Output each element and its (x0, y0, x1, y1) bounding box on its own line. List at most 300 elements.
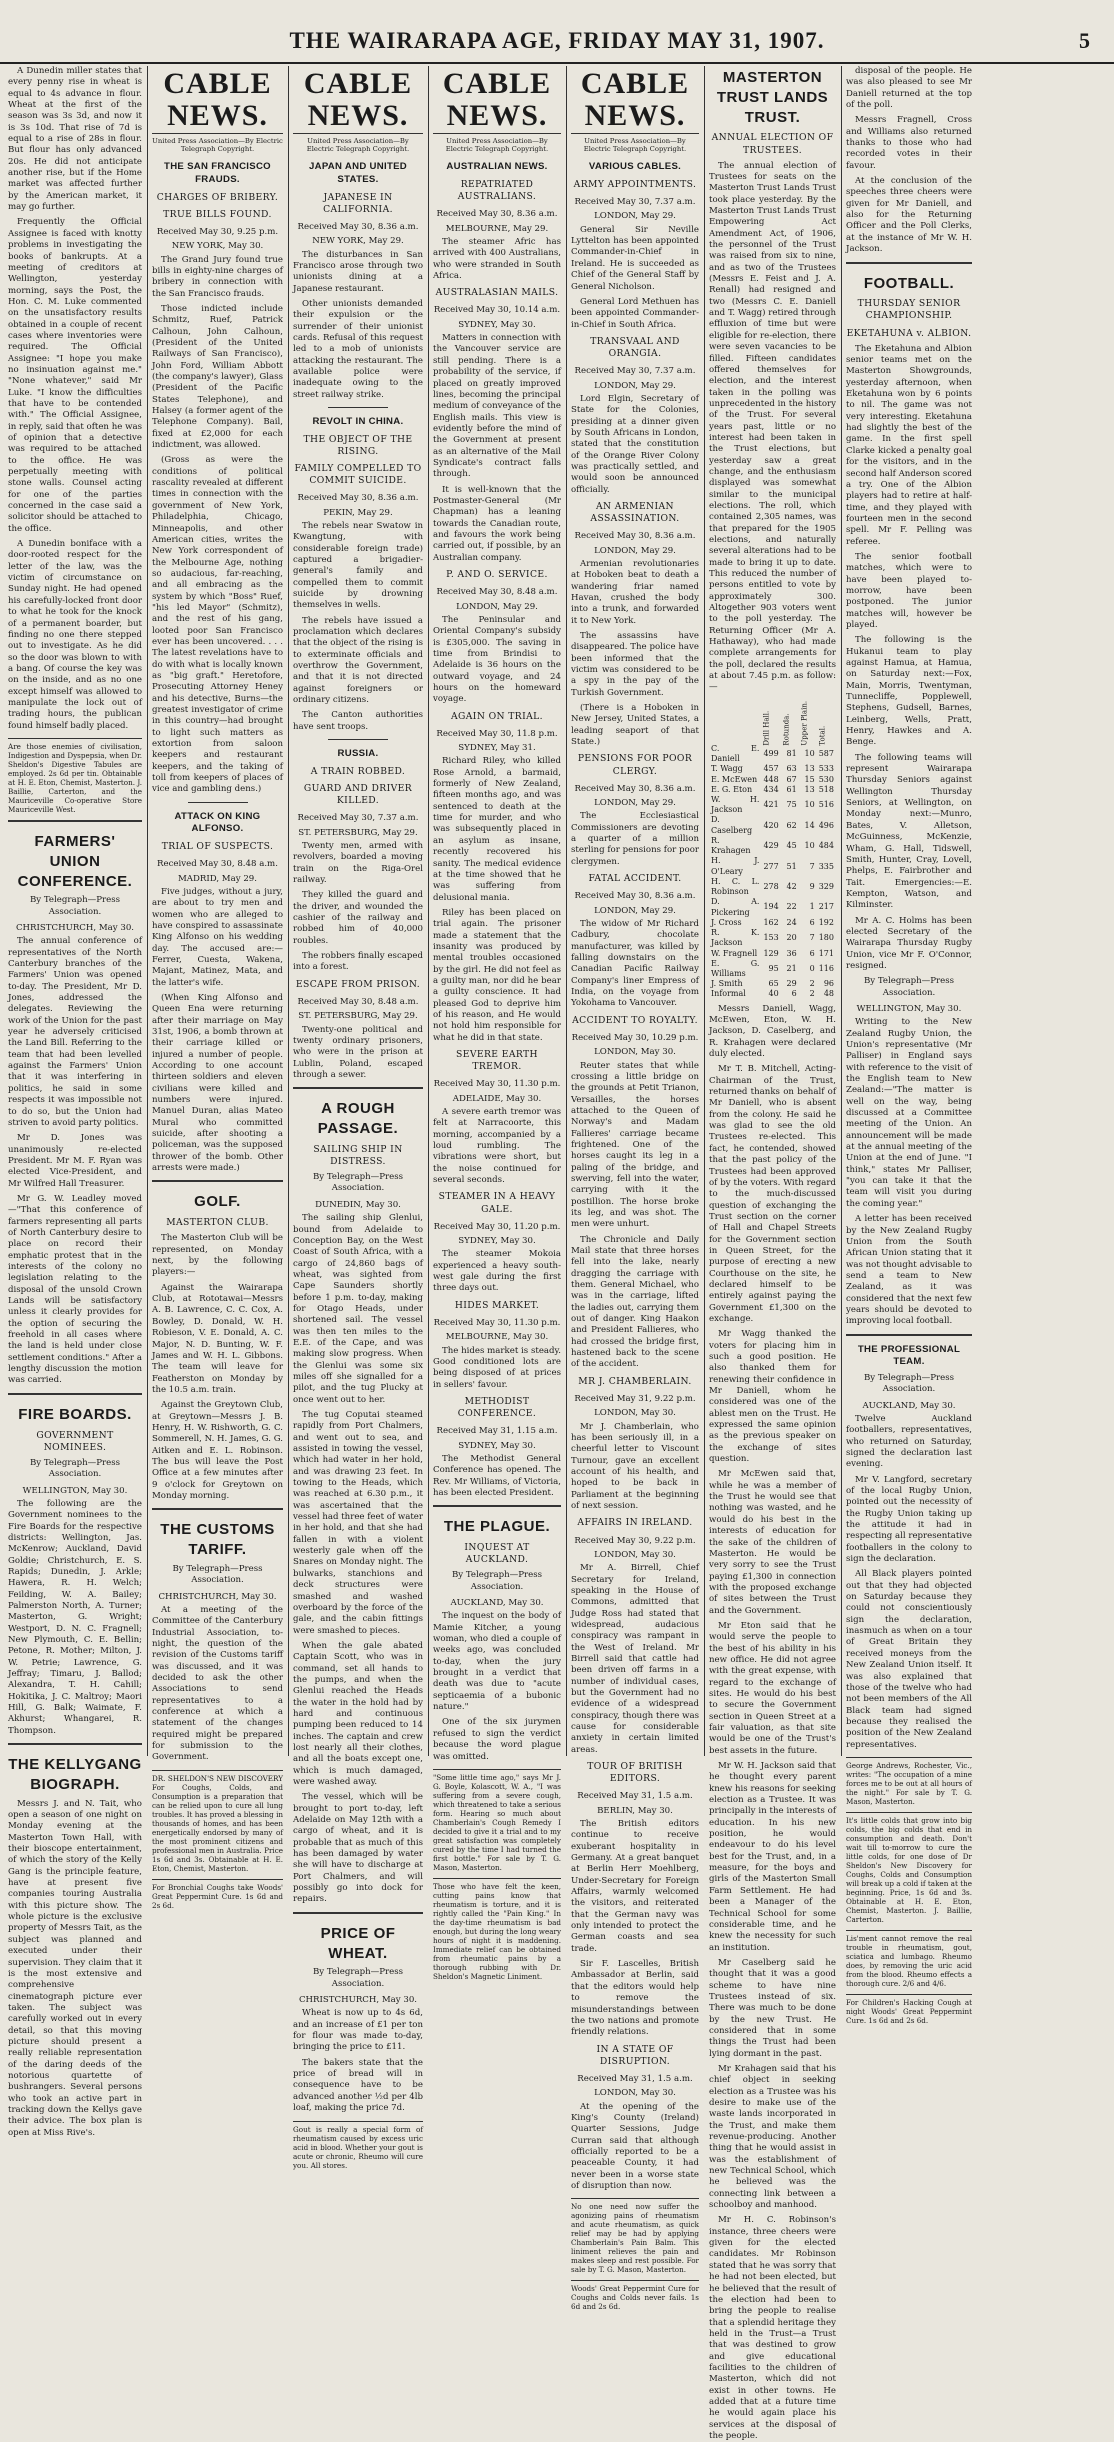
subheadline: TRUE BILLS FOUND. (163, 208, 272, 220)
subheadline: REPATRIATED AUSTRALIANS. (457, 178, 537, 203)
subheadline: ARMY APPOINTMENTS. (573, 178, 697, 190)
poll-rotunda: 67 (786, 774, 797, 784)
dateline: AUCKLAND, May 30. (450, 1598, 544, 1609)
poll-drill-hall: 457 (763, 764, 779, 774)
subheadline: GOVERNMENT NOMINEES. (36, 1429, 114, 1453)
dateline: LONDON, May 29. (594, 798, 676, 809)
article-paragraph: Wheat is now up to 4s 6d, and an increase of £1 per ton for flour was made to-day, bringing the price to £11. (293, 2008, 423, 2053)
byline: By Telegraph—Press Association. (863, 1372, 955, 1395)
poll-drill-hall: 65 (768, 979, 779, 989)
dateline: SYDNEY, May 30. (458, 1236, 536, 1247)
article-paragraph: Twenty men, armed with revolvers, boarded a moving train on the Riga-Orel railway. (293, 840, 423, 885)
article-paragraph: Twenty-one political and twenty ordinary prisoners, who were in the prison at Lublin, Poland, escaped through a sewer. (293, 1024, 423, 1080)
poll-drill-hall: 129 (763, 948, 779, 958)
poll-candidate: W. H. Jackson (711, 795, 760, 815)
received-line: Received May 30, 8.48 a.m. (436, 587, 558, 598)
article-paragraph: (Gross as were the conditions of political rascality revealed at different times in connection with the government of New York, Philadelphia, Chicago, Minneapolis, and other American cities, writes the New York correspondent of the Melbourne Age, nothing so audacious, far-reaching, and all embracing as the system by which "Boss" Ruef, "his led Mayor" (Schmitz), and the rest of his gang, looted poor San Francisco ever has been uncovered. . . . The latest revelations have to do with what is locally known as "big graft." Heretofore, Prosecuting Attorney Heney and his detective, Burns—the greatest investigator of crime in this country—had brought to light such matters as extortion from saloon keepers and restaurant keepers, and the taking of toll from keepers of places of vice and gambling dens.) (152, 455, 283, 795)
poll-drill-hall: 429 (763, 841, 779, 851)
poll-candidate: D. A. Pickering (711, 897, 760, 917)
poll-row (709, 897, 836, 917)
received-line: Received May 31, 9.22 p.m. (574, 1393, 696, 1404)
divider (293, 1912, 423, 1914)
column-rule (147, 66, 148, 1756)
subheadline: HIDES MARKET. (454, 1299, 540, 1311)
article-paragraph: The Canton authorities have sent troops. (293, 710, 423, 732)
subheadline: AGAIN ON TRIAL. (450, 710, 544, 722)
poll-candidate: R. Krahagen (711, 835, 751, 856)
article-paragraph: Mr T. B. Mitchell, Acting-Chairman of the Trust, returned thanks on behalf of Mr Daniell, who is absent from the colony. He said he was glad to see the old Trustees re-elected. This fact, he contended, showed that the past policy of the Trustees had been approved of by the voters. With regard to the much-discussed question of exchanging the Trust section on the corner of Hall and Chapel Streets for the Government section in Queen Street, for the purpose of erecting a new Courthouse on the site, he declared himself to be entirely against paying the Government £1,300 on the exchange. (709, 1064, 836, 1324)
poll-rotunda: 62 (786, 820, 797, 830)
divider (8, 1743, 142, 1745)
article-paragraph: Mr H. C. Robinson's instance, three cheers were given for the elected candidates. Mr Robinson stated that he was sorry that he had not been elected, but he believed that the result of the election had been to bring the people to realise that a splendid heritage they held in the Trust—a Trust that was destined to grow and give educational facilities to the children of Masterton, which did not exist in other towns. He added that at a future time he would again place his services at the disposal of the people. (709, 2215, 836, 2441)
article-paragraph: Messrs Fragnell, Cross and Williams also returned thanks to those who had recorded votes in their favour. (846, 115, 972, 171)
poll-row (709, 989, 836, 999)
advertisement: For Bronchial Coughs take Woods' Great Peppermint Cure. 1s 6d and 2s 6d. (152, 1879, 283, 1910)
article-paragraph: Mr V. Langford, secretary of the local Rugby Union, pointed out the necessity of the Rugby Union taking up the attitude it had in respecting all representative footballers in the colony to sign the declaration. (846, 1474, 972, 1565)
poll-row (709, 918, 836, 928)
article-paragraph: Frequently the Official Assignee is faced with knotty problems in investigating the books of bankrupts. At a meeting of creditors at Wellington, yesterday morning, says the Post, the Hon. C. M. Luke commented on the unsatisfactory results obtained in a couple of recent cases where inventories were required. The Official Assignee: "I hope you make no insinuation against me." "None whatever," said Mr Luke. "I know the difficulties that have to be contended with." The Official Assignee, in reply, said that often he was of opinion that a detective was required to be attached to the office. He was perpetually meeting with stone walls. Counsel acting for one of the parties concerned in the case said a solicitor should be attached to the office. (8, 217, 142, 534)
article-paragraph: Writing to the New Zealand Rugby Union, the Union's representative (Mr Palliser) in England says with reference to the visit of the English team to New Zealand:—"The matter is well on the way, being discussed at a Committee meeting of the Union. An announcement will be made at the annual meeting of the Union at the end of June. "I think," states Mr Palliser, "you can take it that the team will visit you during the coming year." (846, 1017, 972, 1209)
dateline: AUCKLAND, May 30. (862, 1400, 956, 1411)
article-paragraph: When the gale abated Captain Scott, who was in command, set all hands to the pumps, and when the Glenlui reached the Heads the water in the hold had by hard and continuous pumping been reduced to 14 inches. The captain and crew lost nearly all their clothes, and all the boats except one, which is much damaged, were washed away. (293, 1640, 423, 1787)
section-header-cable-news: CABLE NEWS. (152, 68, 283, 134)
dateline: LONDON, May 29. (594, 380, 676, 391)
subheadline: PENSIONS FOR POOR CLERGY. (577, 753, 693, 777)
received-line: Received May 30, 11.8 p.m. (436, 728, 558, 739)
column-1 (8, 66, 142, 2138)
poll-rotunda: 29 (786, 979, 797, 989)
subheadline: METHODIST CONFERENCE. (457, 1395, 537, 1420)
poll-drill-hall: 162 (763, 917, 779, 927)
poll-drill-hall: 277 (763, 861, 779, 871)
divider (152, 1508, 283, 1510)
article-paragraph: The sailing ship Glenlui, bound from Adelaide to Conception Bay, on the West Coast of South Africa, with a cargo of 24,860 bags of wheat, was sighted from Cape Saunders shortly before 1 p.m. to-day, making for Otago Heads, under shortened sail. The vessel was then ten miles to the E.E. of the Cape, and was making slow progress. When the Glenlui was some six miles off she signalled for a pilot, and the tug Plucky at once went out to her. (293, 1213, 423, 1405)
poll-total: 518 (818, 784, 834, 794)
divider (328, 407, 388, 408)
poll-header: Drill Hall. (762, 710, 771, 746)
poll-upper-plain: 13 (804, 764, 815, 774)
poll-row (709, 877, 836, 897)
poll-drill-hall: 420 (763, 820, 779, 830)
poll-row (709, 815, 836, 835)
received-line: Received May 30, 8.36 a.m. (436, 209, 558, 220)
received-line: Received May 30, 11.20 p.m. (433, 1221, 561, 1232)
article-paragraph: The hides market is steady. Good conditioned lots are being disposed of at prices in sellers' favour. (433, 1345, 561, 1390)
subheadline: FATAL ACCIDENT. (588, 873, 682, 885)
poll-upper-plain: 7 (809, 861, 815, 871)
article-paragraph: The annual conference of representatives of the North Canterbury branches of the Farmers' Union was opened to-day. The President, Mr D. Jones, addressed the delegates. Reviewing the work of the Union for the past year he adversely criticised the Land Bill. Referring to the team that had been levelled against the Farmers' Union that it was interfering in politics, he said in some respects it was impossible not to do so, but the Union had striven to avoid party politics. (8, 936, 142, 1128)
headline-rough-passage: A ROUGH PASSAGE. (317, 1100, 399, 1138)
advertisement: For Children's Hacking Cough at night Woods' Great Peppermint Cure. 1s 6d and 2s 6d. (846, 1994, 972, 2025)
column-5 (571, 66, 699, 2312)
article-paragraph: Sir F. Lascelles, British Ambassador at Berlin, said that the editors would help to remove the misunderstandings between the two nations and promote friendly relations. (571, 1959, 699, 2038)
article-paragraph: Mr D. Jones was unanimously re-elected President. Mr M. F. Ryan was elected Vice-President, and Mr Wilfred Hall Treasurer. (8, 1133, 142, 1189)
received-line: Received May 30, 10.29 p.m. (571, 1032, 699, 1043)
poll-total: 484 (818, 841, 834, 851)
poll-rotunda: 81 (786, 748, 797, 758)
article-paragraph: Lord Elgin, Secretary of State for the Colonies, presiding at a dinner given by South Africans in London, stated that the constitution of the Orange River Colony was practically settled, and would soon be announced officially. (571, 393, 699, 495)
poll-rotunda: 36 (786, 948, 797, 958)
poll-drill-hall: 448 (763, 774, 779, 784)
poll-row (709, 764, 836, 774)
subheadline: JAPANESE IN CALIFORNIA. (323, 191, 393, 215)
divider (152, 1180, 283, 1182)
dateline: ST. PETERSBURG, May 29. (298, 827, 418, 838)
dateline: MELBOURNE, May 30. (445, 1332, 549, 1343)
dateline: LONDON, May 29. (594, 905, 676, 916)
advertisement: "Some little time ago," says Mr J. G. Boyle, Kolascott, W. A., "I was suffering from a severe cough, which threatened to take a serious form. Hearing so much about Chamberlain's Cough Remedy I decided to give it a trial and to my great satisfaction was completely cured by the time I had turned the first bottle." For sale by T. G. Mason, Masterton. (433, 1769, 561, 1872)
article-paragraph: At the opening of the King's County (Ireland) Quarter Sessions, Judge Curran said that although officially reported to be a peaceable County, it had never been in a worse state of disruption than now. (571, 2101, 699, 2191)
poll-row (709, 856, 836, 876)
received-line: Received May 30, 11.30 p.m. (433, 1317, 561, 1328)
advertisement: DR. SHELDON'S NEW DISCOVERY For Coughs, Colds, and Consumption is a preparation that can be relied upon to cure all lung troubles. It has proved a blessing in thousands of homes, and has been energetically endorsed by many of the most prominent citizens and professional men in Australia. Price 1s 6d and 3s. Obtainable at H. E. Eton, Chemist, Masterton. (152, 1770, 283, 1873)
poll-upper-plain: 6 (809, 948, 815, 958)
credit-line: United Press Association—By Electric Telegraph Copyright. (445, 137, 549, 154)
article-paragraph: The bakers state that the price of bread will in consequence have to be advanced another ½d per 4lb loaf, making the price 7d. (293, 2057, 423, 2114)
article-paragraph: Richard Riley, who killed Rose Arnold, a barmaid, formerly of New Zealand, fifteen months ago, and was sentenced to death at the time for murder, and who was subsequently placed in an asylum as insane, recently recovered his sanity. The medical evidence at the time showed that he was suffering from delusional mania. (433, 756, 561, 903)
subheadline: THURSDAY SENIOR CHAMPIONSHIP. (857, 298, 961, 322)
poll-upper-plain: 10 (804, 800, 815, 810)
byline: By Telegraph—Press Association. (29, 1457, 121, 1480)
dateline: CHRISTCHURCH, May 30. (158, 1591, 277, 1602)
poll-total: 217 (818, 902, 834, 912)
subheadline: INQUEST AT AUCKLAND. (464, 1542, 530, 1566)
dateline: PEKIN, May 29. (323, 507, 393, 518)
article-paragraph: One of the six jurymen refused to sign the verdict because the word plague was omitted. (433, 1717, 561, 1762)
article-paragraph: The following teams will represent Wairarapa Thursday Seniors against Wellington Thursday Seniors, at Wellington, on Monday next:—Munro, Bates, V. Alletson, McGuinness, McKenzie, Wham, G. Hall, Tidswell, Smith, Hunter, Cray, Lovell, Phelps, E. Fairbrother and Tait. Emergencies:—E. Kempton, Watson, and Kilminster. (846, 752, 972, 911)
article-paragraph: The following are the Government nominees to the Fire Boards for the respective districts: Wellington, Jas. McKenrow; Auckland, David Goldie; Christchurch, E. S. Rapids; Dunedin, J. Arkle; Hawera, R. H. Welch; Feilding, W. A. Bailey; Palmerston North, A. Turner; Masterton, G. Wright; Westport, D. N. C. Fragnell; New Plymouth, C. E. Bellin; Petone, R. Mother; Milton, J. W. Petrie; Lawrence, G. Jeffray; Timaru, J. Ballod; Alexandra, T. H. Cahill; Hokitika, J. C. Maltroy; Maori Hill, G. Balk; Waimate, F. Akhurst; Whangarei, R. Thompson. (8, 1498, 142, 1736)
poll-total: 533 (818, 764, 834, 774)
headline-plague: THE PLAGUE. (443, 1518, 551, 1536)
headline-russia: RUSSIA. (337, 748, 379, 760)
divider (8, 1393, 142, 1395)
article-paragraph: Reuter states that while crossing a little bridge on the grounds at Petit Trianon, Versailles, the horses attached to the Queen of Norway's and Madam Fallieres' carriage became frightened. One of the horses caught its leg in a paling of the bridge, and swerving, fell into the water, carrying with it the postillion. The horse broke its leg, and was shot. The men were unhurt. (571, 1060, 699, 1230)
advertisement: Are those enemies of civilisation, Indigestion and Dyspepsia, when Dr. Sheldon's Digestive Tabules are employed. 2s 6d per tin. Obtainable at H. E. Eton, Chemist, Masterton. J. Baillie, Carterton, and the Mauriceville Co-operative Store Mauriceville West. (8, 738, 142, 814)
byline: By Telegraph—Press Association. (863, 976, 955, 998)
article-paragraph: Messrs J. and N. Tait, who open a season of one night on Monday evening at the Masterton Town Hall, with their bioscope entertainment, of which the story of the Kelly Gang is the principle feature, have at present five companies touring Australia with this picture show. The whole picture is the exclusive property of Messrs Tait, as the subject was planned and executed under their supervision. They claim that it is the most extensive and comprehensive cinematograph picture ever taken. The subject was carefully worked out in every detail, so that this moving picture should present a really reliable representation of the daring deeds of the notorious quartette of bushrangers. Several persons who took an active part in tracking down the Kellys gave their advice. The box plan is open at Miss Rive's. (8, 1798, 142, 2138)
subheadline: GUARD AND DRIVER KILLED. (303, 782, 413, 807)
dateline: SYDNEY, May 31. (458, 743, 536, 754)
received-line: Received May 30, 8.36 a.m. (574, 891, 696, 902)
article-paragraph: The vessel, which will be brought to port to-day, left Adelaide on May 12th with a cargo of wheat, and it is probable that as much of this has been damaged by water she will have to discharge at Port Chalmers, and will possibly go into dock for repairs. (293, 1792, 423, 1905)
article-paragraph: A letter has been received by the New Zealand Rugby Union from the South African Union stating that it was not thought advisable to send a team to New Zealand, as it was considered that the next few years should be devoted to improving local football. (846, 1214, 972, 1327)
headline-price-of-wheat: PRICE OF WHEAT. (320, 1924, 396, 1962)
poll-rotunda: 42 (786, 881, 797, 891)
poll-row (709, 959, 836, 979)
article-paragraph: Messrs Daniell, Wagg, McEwen, Eton, W. H. Jackson, D. Caselberg, and R. Krahagen were declared duly elected. (709, 1003, 836, 1060)
headline-fire-boards: FIRE BOARDS. (18, 1405, 132, 1423)
dateline: DUNEDIN, May 30. (315, 1199, 401, 1210)
section-header-cable-news: CABLE NEWS. (433, 68, 561, 134)
article-paragraph: The robbers finally escaped into a forest. (293, 951, 423, 973)
credit-line: United Press Association—By Electric Telegraph Copyright. (583, 137, 687, 154)
article-paragraph: Against the Wairarapa Club, at Rototawai—Messrs A. B. Lawrence, C. C. Cox, A. Bowley, D. Donald, W. H. Robieson, V. E. Donald, A. C. Major, N. D. Bunting, W. F. James and W. H. L. Gibbons. The team will leave for Featherston on Monday by the 10.5 a.m. train. (152, 1282, 283, 1395)
poll-upper-plain: 10 (804, 841, 815, 851)
headline-san-francisco: THE SAN FRANCISCO FRAUDS. (164, 161, 271, 185)
advertisement: Gout is really a special form of rheumatism caused by excess uric acid in blood. Whether your gout is acute or chronic, Rheumo will cure you. All stores. (293, 2121, 423, 2170)
poll-candidate: D. Caselberg (711, 815, 753, 835)
dateline: NEW YORK, May 30. (171, 241, 264, 252)
advertisement: Those who have felt the keen, cutting pains know that rheumatism is torture, and it is rightly called the "Pain King." In the day-time rheumatism is bad enough, but during the long weary hours of night it is maddening. Immediate relief can be obtained from rheumatic pains by a thorough rubbing with Dr. Sheldon's Magnetic Liniment. (433, 1878, 561, 1981)
headline-golf: GOLF. (194, 1193, 241, 1211)
dateline: SYDNEY, May 30. (458, 319, 536, 330)
poll-candidate: T. Wagg (711, 764, 743, 774)
headline-trust-lands: MASTERTON TRUST LANDS TRUST. (716, 69, 829, 126)
poll-rotunda: 61 (786, 784, 797, 794)
received-line: Received May 30, 10.14 a.m. (433, 305, 561, 316)
dateline: NEW YORK, May 29. (312, 236, 404, 247)
poll-rotunda: 20 (786, 933, 797, 943)
poll-total: 180 (818, 933, 834, 943)
article-paragraph: Mr Caselberg said he thought that it was a good scheme to have nine Trustees instead of six. There was much to be done by the new Trust. He considered that in some things the Trust had been lying dormant in the past. (709, 1957, 836, 2059)
poll-upper-plain: 1 (809, 902, 815, 912)
column-rule (841, 66, 842, 1756)
article-paragraph: The Chronicle and Daily Mail state that three horses fell into the lake, nearly dragging the carriage with them. General Michael, who was in the carriage, lifted the ladies out, carrying them out of danger. King Haakon and President Fallieres, who had crossed the bridge first, hastened back to the scene of the accident. (571, 1234, 699, 1370)
poll-candidate: H. J. O'Leary (711, 856, 760, 876)
poll-total: 48 (823, 989, 834, 999)
poll-rotunda: 6 (791, 989, 797, 999)
poll-rotunda: 51 (786, 861, 797, 871)
article-paragraph: The assassins have disappeared. The police have been informed that the victim was considered to be a spy in the pay of the Turkish Government. (571, 630, 699, 698)
page-number: 5 (1079, 28, 1090, 53)
poll-drill-hall: 434 (763, 784, 779, 794)
dateline: CHRISTCHURCH, May 30. (298, 1995, 418, 2006)
subheadline: ESCAPE FROM PRISON. (295, 978, 421, 990)
poll-rotunda: 45 (786, 841, 797, 851)
masthead (0, 22, 1114, 64)
dateline: LONDON, May 30. (594, 1408, 676, 1419)
poll-rotunda: 22 (786, 902, 797, 912)
subheadline: SEVERE EARTH TREMOR. (456, 1049, 538, 1073)
article-paragraph: The disturbances in San Francisco arose through two unionists dining at a Japanese restaurant. (293, 249, 423, 294)
poll-rotunda: 75 (786, 800, 797, 810)
poll-candidate: E. G. Eton (711, 784, 753, 794)
column-4 (433, 66, 561, 1981)
poll-rotunda: 24 (786, 917, 797, 927)
poll-upper-plain: 7 (809, 933, 815, 943)
advertisement: It's little colds that grow into big colds, the big colds that end in consumption and death. Don't wait till to-morrow to cure the little colds, for one dose of Dr Sheldon's New Discovery for Coughs, Colds and Consumption will break up a cold if taken at the beginning. Price, 1s 6d and 3s. Obtainable at H. E. Eton, Chemist, Masterton. J. Baillie, Carterton. (846, 1812, 972, 1924)
article-paragraph: Mr A. Birrell, Chief Secretary for Ireland, speaking in the House of Commons, admitted that Judge Ross had stated that widespread, audacious conspiracy was rampant in the West of Ireland. Mr Birrell said that cattle had been driven off farms in a number of individual cases, but the Government had no evidence of a widespread conspiracy, though there was cause for considerable anxiety in certain limited areas. (571, 1563, 699, 1755)
byline: By Telegraph—Press Association. (451, 1570, 543, 1592)
headline-professional-team: THE PROFESSIONAL TEAM. (857, 1343, 961, 1368)
article-paragraph: General Lord Methuen has been appointed Commander-in-Chief in South Africa. (571, 296, 699, 330)
dateline: SYDNEY, May 30. (458, 1440, 536, 1451)
article-paragraph: Mr Wagg thanked the voters for placing him in such a good position. He also thanked them for renewing their confidence in Mr Daniell, whom he considered was one of the ablest men on the Trust. He expressed the same opinion as the previous speaker on the exchange of sites question. (709, 1329, 836, 1465)
poll-row (709, 785, 836, 795)
dateline: LONDON, May 29. (594, 545, 676, 556)
dateline: CHRISTCHURCH, May 30. (15, 923, 135, 934)
poll-candidate: J. Smith (711, 979, 743, 989)
article-paragraph: The rebels have issued a proclamation which declares that the object of the rising is to exterminate officials and overthrow the Government, and that it is not directed against foreigners or ordinary citizens. (293, 615, 423, 706)
divider (846, 262, 972, 264)
article-paragraph: Mr McEwen said that, while he was a member of the Trust he would see that nothing was wasted, and he would do his best in the interests of education for the sake of the children of Masterton. He would be very sorry to see the Trust paying £1,300 in connection with the proposed exchange of sites between the Trust and the Government. (709, 1469, 836, 1616)
column-2 (152, 66, 283, 1910)
article-paragraph: The Grand Jury found true bills in eighty-nine charges of bribery in connection with the San Francisco frauds. (152, 254, 283, 299)
article-paragraph: Mr Eton said that he would serve the people to the best of his ability in his new office. He did not agree with the great expense, with regard to the exchange of sites. He would do his best to secure the Government section in Queen Street at a fair valuation, as that site would be one of the Trust's best assets in the future. (709, 1620, 836, 1756)
byline: By Telegraph—Press Association. (29, 895, 121, 917)
poll-drill-hall: 194 (763, 902, 779, 912)
section-header-cable-news: CABLE NEWS. (571, 68, 699, 134)
article-paragraph: Against the Greytown Club, at Greytown—Messrs J. B. Henry, H. W. Rishworth, G. C. Sommerell, N. H. James, G. G. Aitken and E. L. Robinson. The bus will leave the Post Office at a few minutes after 9 o'clock for Greytown on Monday morning. (152, 1400, 283, 1501)
subheadline: P. AND O. SERVICE. (446, 569, 548, 581)
poll-total: 96 (823, 979, 834, 989)
poll-rotunda: 63 (786, 764, 797, 774)
received-line: Received May 30, 8.36 a.m. (574, 531, 696, 542)
article-paragraph: At a meeting of the Committee of the Canterbury Industrial Association, to-night, the question of the revision of the Customs tariff was discussed, and it was decided to ask the other Associations to send representatives to a conference at which a statement of the changes required might be prepared for submission to the Government. (152, 1604, 283, 1763)
headline-japan: JAPAN AND UNITED STATES. (308, 161, 408, 185)
subheadline: TOUR OF BRITISH EDITORS. (587, 1761, 683, 1785)
poll-drill-hall: 278 (763, 881, 779, 891)
headline-farmers-union: FARMERS' UNION CONFERENCE. (17, 832, 133, 890)
poll-drill-hall: 95 (768, 963, 779, 973)
article-paragraph: Twelve Auckland footballers, representatives, who returned on Saturday, signed the declaration last evening. (846, 1413, 972, 1470)
advertisement: Woods' Great Peppermint Cure for Coughs and Colds never fails. 1s 6d and 2s 6d. (571, 2280, 699, 2311)
article-paragraph: The Masterton Club will be represented, on Monday next, by the following players:— (152, 1233, 283, 1278)
received-line: Received May 30, 9.22 p.m. (574, 1535, 696, 1546)
poll-total: 171 (818, 948, 834, 958)
poll-row (709, 979, 836, 989)
subheadline: MR J. CHAMBERLAIN. (578, 1375, 692, 1387)
poll-row (709, 836, 836, 856)
column-rule (704, 66, 705, 1756)
dateline: LONDON, May 30. (594, 1047, 676, 1058)
subheadline: AFFAIRS IN IRELAND. (577, 1517, 693, 1529)
received-line: Received May 30, 7.37 a.m. (574, 366, 696, 377)
credit-line: United Press Association—By Electric Telegraph Copyright. (306, 137, 410, 154)
subheadline: STEAMER IN A HEAVY GALE. (438, 1191, 556, 1215)
subheadline: SAILING SHIP IN DISTRESS. (313, 1143, 403, 1167)
subheadline: TRANSVAAL AND ORANGIA. (590, 335, 680, 360)
advertisement: No one need now suffer the agonizing pains of rheumatism and acute rheumatism, as quick relief may be had by applying Chamberlain's Pain Balm. This liniment relieves the pain and makes sleep and rest possible. For sale by T. G. Mason, Masterton. (571, 2198, 699, 2274)
article-paragraph: disposal of the people. He was also pleased to see Mr Daniell returned at the top of the poll. (846, 66, 972, 111)
article-paragraph: It is well-known that the Postmaster-General (Mr Chapman) has a leaning towards the Canadian route, and favours the work being carried out, if possible, by an Australian company. (433, 484, 561, 563)
poll-total: 516 (818, 800, 834, 810)
headline-king-alfonso: ATTACK ON KING ALFONSO. (174, 810, 261, 835)
divider (293, 1087, 423, 1089)
received-line: Received May 30, 7.37 a.m. (574, 197, 696, 208)
subheadline: IN A STATE OF DISRUPTION. (596, 2043, 674, 2067)
column-6 (709, 66, 836, 2441)
poll-row (709, 928, 836, 948)
divider (8, 820, 142, 822)
poll-upper-plain: 6 (809, 917, 815, 927)
divider (433, 1505, 561, 1507)
article-paragraph: The Ecclesiastical Commissioners are devoting a quarter of a million sterling for pensions for poor clergymen. (571, 811, 699, 867)
headline-football: FOOTBALL. (863, 274, 955, 292)
advertisement: Lis'ment cannot remove the real trouble in rheumatism, gout, sciatica and lumbago. Rheumo does, by removing the uric acid from the blood. Rheumo effects a thorough cure. 2/6 and 4/6. (846, 1930, 972, 1988)
subheadline: ACCIDENT TO ROYALTY. (572, 1014, 698, 1026)
article-paragraph: The following is the Hukanui team to play against Hamua, at Hamua, on Saturday next:—Fox, Main, Morris, Twentyman, Tunnecliffe, Popplewell, Stephens, Gudsell, Barnes, Leinberg, Wells, Pratt, Henry, Hawkes and A. Benge. (846, 635, 972, 748)
poll-upper-plain: 9 (809, 881, 815, 891)
poll-total: 335 (818, 861, 834, 871)
poll-total: 530 (818, 774, 834, 784)
poll-total: 116 (818, 963, 834, 973)
subheadline: EKETAHUNA v. ALBION. (846, 327, 972, 339)
poll-candidate: H. C. L. Robinson (711, 876, 760, 897)
dateline: ADELAIDE, May 30. (452, 1093, 542, 1104)
article-paragraph: The tug Coputai steamed rapidly from Port Chalmers, and went out to sea, and assisted in towing the vessel, which had water in her hold, and was drawing 23 feet. In towing to the Heads, which was reached at 6.30 p.m., it was ascertained that the vessel had three feet of water in her hold, and that she had fallen in with a violent westerly gale when off the Snares on Monday night. The bulwarks, stanchions and deck structures were smashed and washed overboard by the force of the gale, and the cabin fittings were smashed to pieces. (293, 1410, 423, 1636)
poll-upper-plain: 14 (804, 820, 815, 830)
dateline: LONDON, May 29. (456, 601, 538, 612)
received-line: Received May 30, 8.36 a.m. (297, 493, 419, 504)
newspaper-title: THE WAIRARAPA AGE, FRIDAY MAY 31, 1907. (289, 28, 825, 53)
subheadline: THE OBJECT OF THE RISING. (303, 433, 413, 457)
section-header-cable-news: CABLE NEWS. (293, 68, 423, 134)
subheadline: AN ARMENIAN ASSASSINATION. (590, 500, 680, 525)
divider (846, 1334, 972, 1336)
poll-rotunda: 21 (786, 963, 797, 973)
byline: By Telegraph—Press Association. (172, 1563, 263, 1586)
received-line: Received May 31, 1.5 a.m. (577, 2073, 693, 2084)
column-rule (288, 66, 289, 1756)
column-7 (846, 66, 972, 2025)
headline-kelly-gang: THE KELLYGANG BIOGRAPH. (8, 1756, 142, 1793)
article-paragraph: A Dunedin miller states that every penny rise in wheat is equal to 4s advance in flour. Wheat at the first of the season was 3s 3d, and now it is 3s 10d. That rise of 7d is equal to a rise of 28s in flour. But flour has only advanced 20s. He did not anticipate another rise, but if the Home market was affected further by the American market, it may go further. (8, 66, 142, 213)
article-paragraph: The Methodist General Conference has opened. The Rev. Mr Williams, of Victoria, has been elected President. (433, 1453, 561, 1498)
column-3 (293, 66, 423, 2170)
poll-candidate: R. K. Jackson (711, 928, 760, 948)
poll-drill-hall: 40 (768, 989, 779, 999)
dateline: LONDON, May 30. (594, 2088, 676, 2099)
poll-header: Total. (818, 725, 827, 746)
article-paragraph: The senior football matches, which were to have been played to-morrow, have been postponed. The junior matches will, however be played. (846, 551, 972, 630)
headline-various-cables: VARIOUS CABLES. (588, 161, 682, 173)
article-paragraph: Riley has been placed on trial again. The prisoner made a statement that the insanity was produced by mental troubles occasioned by the girl. He did not feel as a guilty man, nor did he bear a guilty conscience. It had pleased God to deprive him of his reason, and He would not hold him responsible for what he did in that state. (433, 907, 561, 1043)
column-rule (428, 66, 429, 1756)
advertisement: George Andrews, Rochester, Vic., writes: "The occupation of a mine forces me to be out at all hours of the night." For sale by T. G. Mason, Masterton. (846, 1757, 972, 1806)
column-rule (566, 66, 567, 1756)
article-paragraph: A severe earth tremor was felt at Narracoorte, this morning, accompanied by a loud rumbling. The vibrations were short, but the noise continued for several seconds. (433, 1106, 561, 1186)
article-paragraph: The inquest on the body of Mamie Kitcher, a young woman, who died a couple of weeks ago, was concluded to-day, when the jury brought in a verdict that death was due to "acute septicaemia of a bubonic nature." (433, 1611, 561, 1713)
received-line: Received May 31, 1.15 a.m. (436, 1426, 558, 1437)
dateline: WELLINGTON, May 30. (856, 1003, 962, 1014)
received-line: Received May 30, 11.30 p.m. (433, 1079, 561, 1090)
article-paragraph: (When King Alfonso and Queen Ena were returning after their marriage on May 31st, 1906, a bomb thrown at their carriage killed or injured a number of people. According to one account thirteen soldiers and eleven civilians were killed and numbers were injured. Manuel Duran, alias Mateo Mural who committed suicide, after shooting a policeman, was the supposed thrower of the bomb. Other arrests were made.) (152, 992, 283, 1174)
poll-row (709, 744, 836, 764)
poll-upper-plain: 2 (809, 989, 815, 999)
article-paragraph: The Peninsular and Oriental Company's subsidy is £305,000. The saving in time from Brindisi to Adelaide is 36 hours on the outward voyage, and 24 hours on the homeward voyage. (433, 614, 561, 705)
poll-total: 329 (818, 881, 834, 891)
article-paragraph: Mr G. W. Leadley moved—"That this conference of farmers representing all parts of North Canterbury desire to place on record their emphatic protest that in the interests of the colony no legislation relating to the disposal of the unsold Crown Lands will be satisfactory unless it clearly provides for the option of securing the freehold in all cases where the land is held under close settlement conditions." After a lengthy discussion the motion was carried. (8, 1193, 142, 1386)
poll-upper-plain: 0 (809, 963, 815, 973)
article-paragraph: The widow of Mr Richard Cadbury, chocolate manufacturer, was killed by falling downstairs on the Canadian Pacific Railway Company's liner Empress of India, on the voyage from Yokohama to Vancouver. (571, 918, 699, 1009)
article-paragraph: Five judges, without a jury, are about to try men and women who are alleged to have conspired to assassinate King Alfonso on his wedding day. The accused are:—Ferrer, Cuesta, Wakena, Majant, Matinez, Mata, and the latter's wife. (152, 886, 283, 988)
article-paragraph: General Sir Neville Lyttelton has been appointed Commander-in-Chief in Ireland. He is succeeded as Chief of the General Staff by General Nicholson. (571, 224, 699, 292)
poll-results-table (709, 698, 836, 1000)
poll-candidate: E. G. Williams (711, 958, 760, 978)
article-paragraph: Other unionists demanded their expulsion or the surrender of their unionist cards. Refusal of this request led to a mob of unionists attacking the restaurant. The available police were inadequate owing to the street railway strike. (293, 298, 423, 400)
poll-candidate: E. McEwen (711, 774, 758, 784)
article-paragraph: All Black players pointed out that they had objected on Saturday because they could not conscientiously sign the declaration, inasmuch as when on a tour of Great Britain they received moneys from the New Zealand Union itself. It was also explained that those of the twelve who had not been members of the All Black team had signed because they realised the position of the New Zealand representatives. (846, 1569, 972, 1750)
article-paragraph: The Eketahuna and Albion senior teams met on the Masterton Showgrounds, yesterday afternoon, when Eketahuna won by 6 points to nil. The game was not very interesting. Eketahuna had slightly the best of the game. In the first spell Clarke kicked a penalty goal for the visitors, and in the second half Anderson scored a try. One of the Albion players had to retire at half-time, and they played with fourteen men in the second spell. Mr F. Pelling was referee. (846, 343, 972, 547)
article-paragraph: The rebels near Swatow in Kwangtung, with considerable foreign trade) captured a brigadier-general's family and compelled them to commit suicide by drowning themselves in wells. (293, 520, 423, 611)
poll-header: Upper Plain. (800, 700, 809, 746)
poll-row (709, 949, 836, 959)
subheadline: MASTERTON CLUB. (166, 1217, 269, 1229)
poll-header: Rotunda. (782, 713, 791, 746)
dateline: LONDON, May 29. (594, 211, 676, 222)
article-paragraph: Those indicted include Schmitz, Ruef, Patrick Calhoun, John Calhoun, (President of the United Railways of San Francisco), John Ford, William Abbott (the company's lawyer), Glass (President of the Pacific States Telephone), and Halsey (a former agent of the Telephone Company). Bail, fixed at £2,000 for each indictment, was allowed. (152, 303, 283, 451)
poll-candidate: Informal (711, 989, 746, 999)
subheadline: AUSTRALASIAN MAILS. (435, 287, 559, 299)
article-paragraph: The annual election of Trustees for seats on the Masterton Trust Lands Trust took place yesterday. By the Masterton Trust Lands Trust Empowering Act Amendment Act, of 1906, the personnel of the Trust was raised from six to nine, and as two of the Trustees (Messrs E. Feist and J. A. Renall) had resigned and two (Messrs C. E. Daniell and T. Wagg) retired through effluxion of time but were eligible for re-election, there were seven vacancies to be filled. Fifteen candidates offered themselves for election, and the interest taken in the polling was unprecedented in the history of the Trust. For several years past, little or no interest had been taken in the Trust elections, but yesterday saw a great change, and the enthusiasm displayed was somewhat similar to the municipal elections. The roll, which contained 2,305 names, was that prepared for the 1905 elections, and naturally several alterations had to be made to bring it up to date. This reduced the number of persons entitled to vote by approximately 300. Altogether 903 voters went to the poll yesterday. The Returning Officer (Mr A. Hathaway), who had made complete arrangements for the poll, declared the results at about 7.45 p.m. as follow:— (709, 160, 836, 693)
dateline: MADRID, May 29. (178, 873, 257, 884)
article-paragraph: Mr A. C. Holms has been elected Secretary of the Wairarapa Thursday Rugby Union, vice Mr F. O'Connor, resigned. (846, 915, 972, 971)
article-paragraph: Mr J. Chamberlain, who has been seriously ill, in a cheerful letter to Viscount Turnour, gave an excellent account of his health, and hoped to be back in Parliament at the beginning of next session. (571, 1421, 699, 1512)
article-paragraph: Mr Krahagen said that his chief object in seeking election as a Trustee was his desire to make use of the waste lands incorporated in the Trust, and make them revenue-producing. Another thing that he would assist in was the establishment of new Technical School, which he believed was the connecting link between a schoolboy and manhood. (709, 2063, 836, 2211)
divider (188, 802, 248, 803)
poll-candidate: J. Cross (711, 917, 742, 927)
